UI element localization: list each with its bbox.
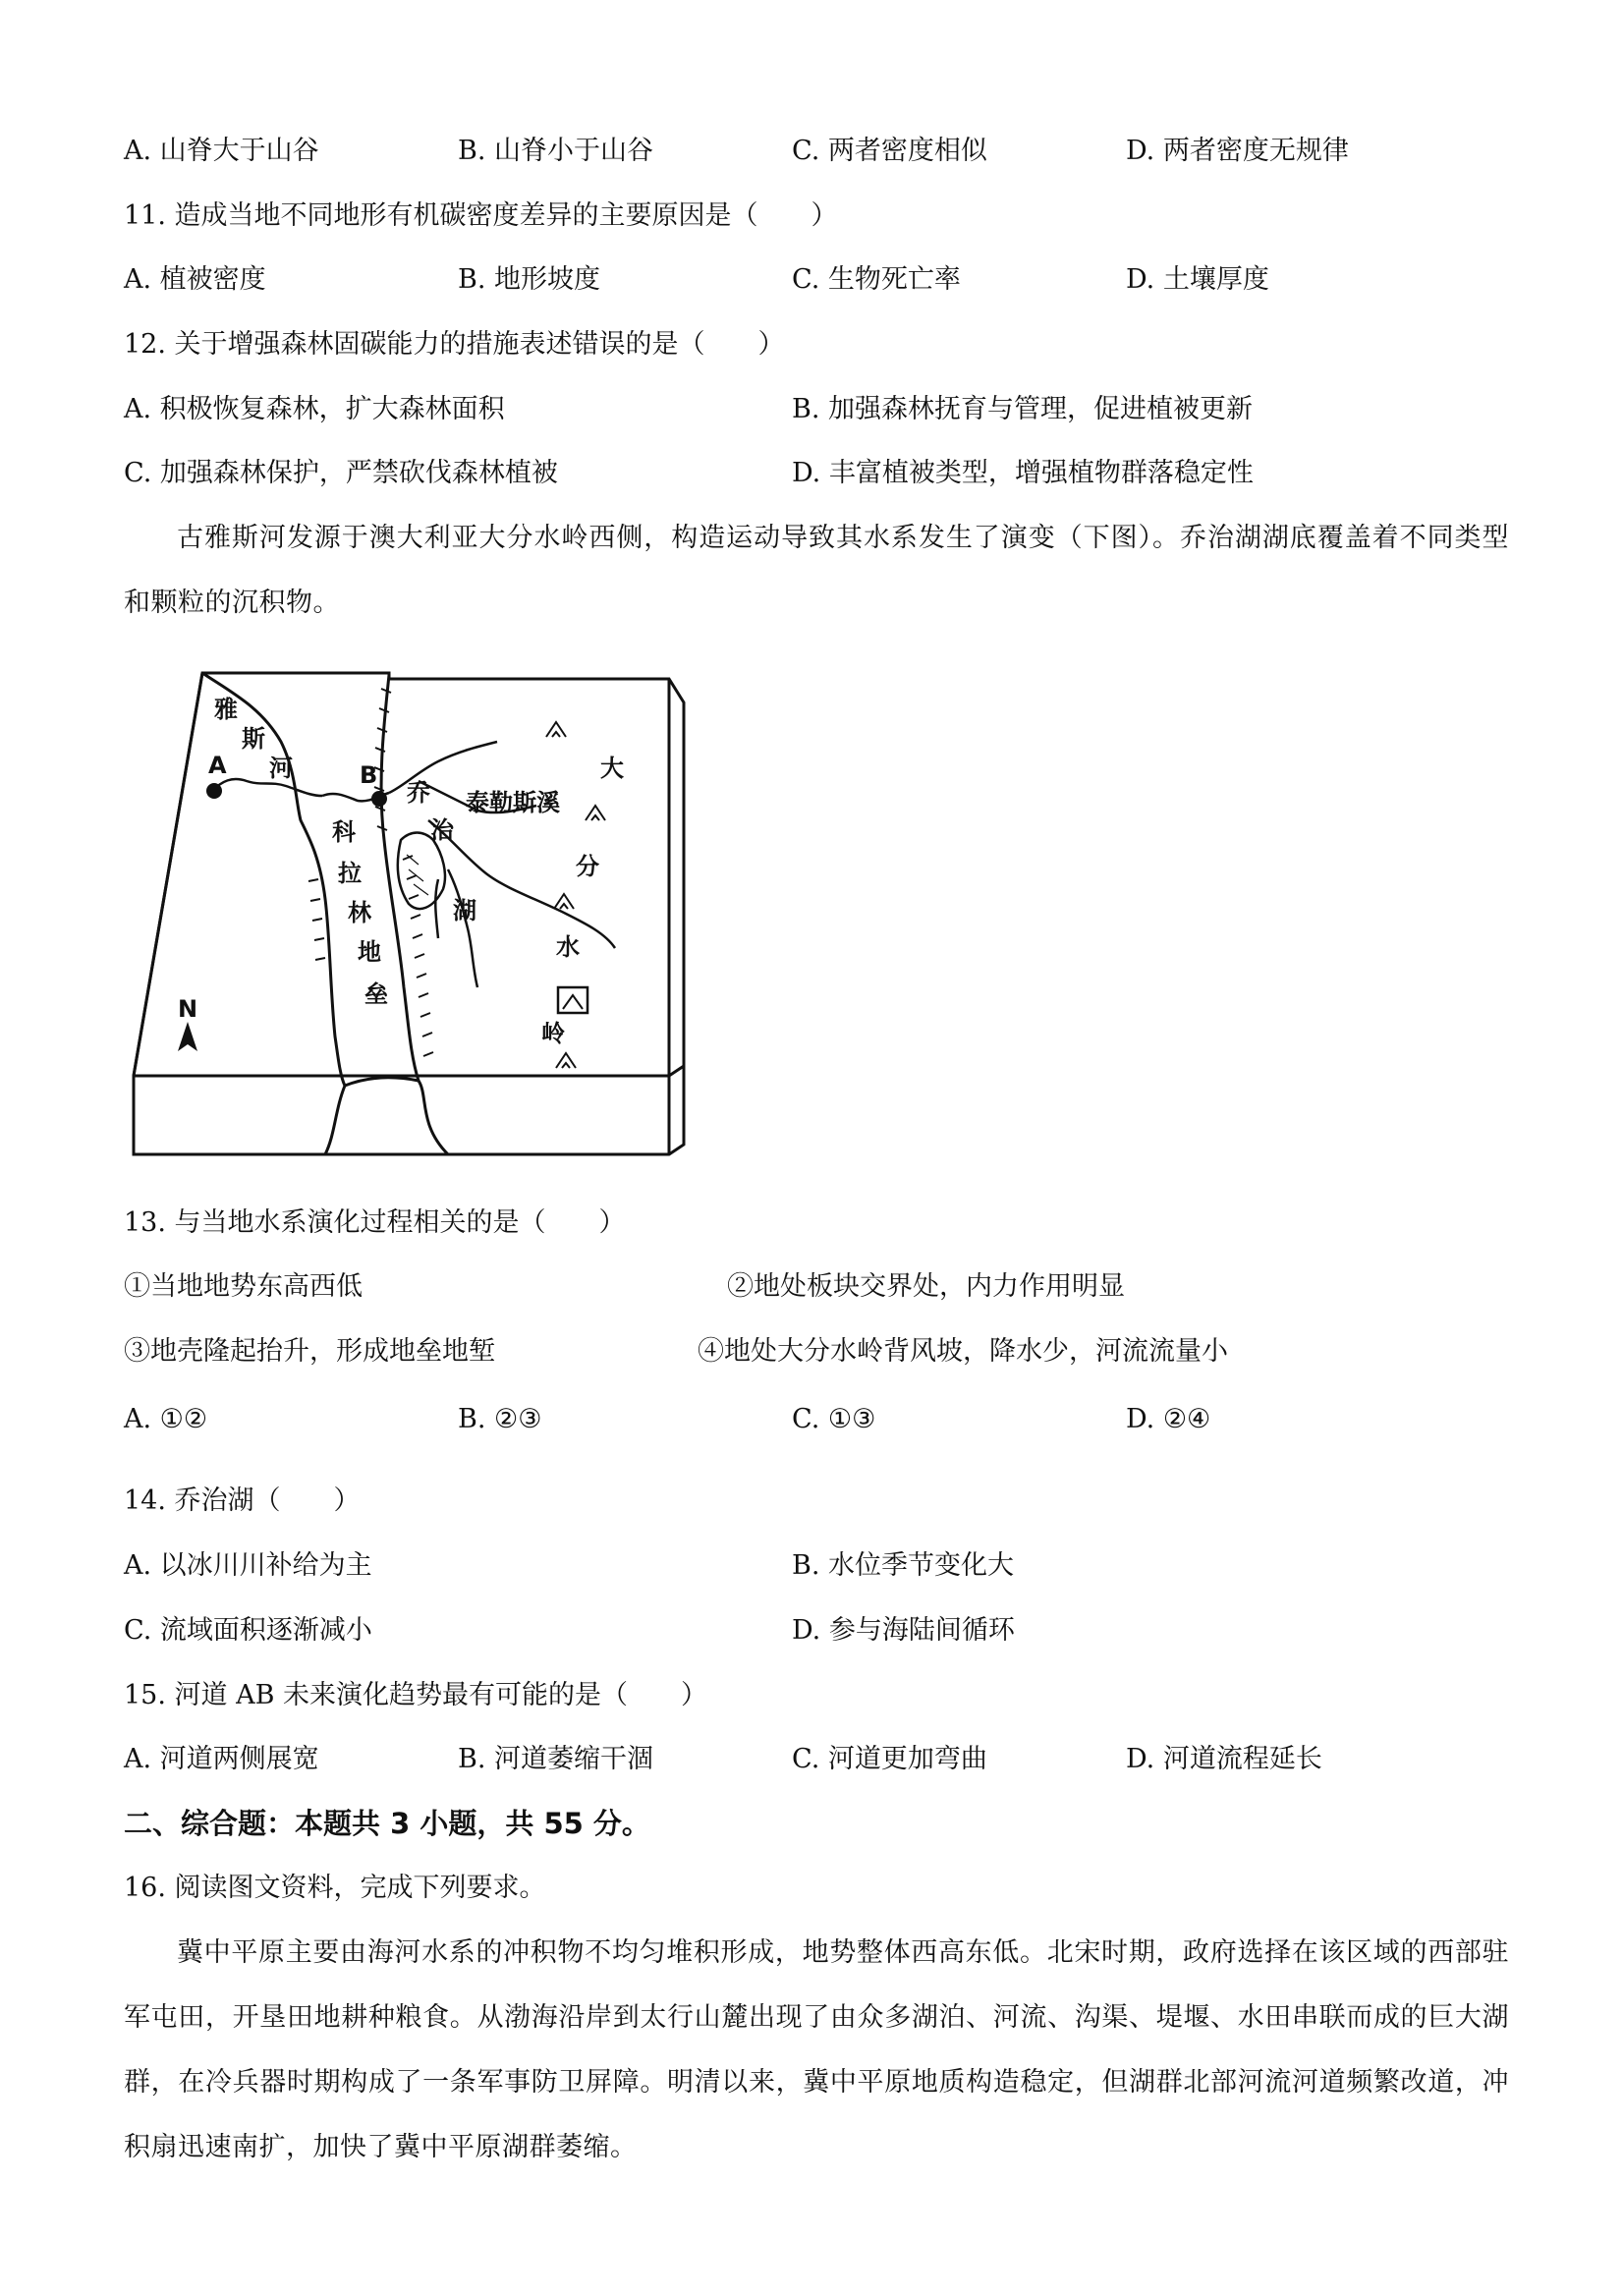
q12-stem: 12. 关于增强森林固碳能力的措施表述错误的是（ ）: [124, 329, 785, 360]
point-a-marker: [206, 783, 222, 799]
map-label-graben-5: 垒: [364, 980, 388, 1008]
map-label-north: N: [178, 995, 198, 1023]
q13-option-b: B. ②③: [458, 1404, 542, 1434]
q11-option-d: D. 土壤厚度: [1126, 264, 1269, 295]
q10-option-b: B. 山脊小于山谷: [458, 136, 654, 166]
q14-option-d: D. 参与海陆间循环: [792, 1615, 1015, 1646]
q15-option-d: D. 河道流程延长: [1126, 1744, 1322, 1774]
q13-option-d: D. ②④: [1126, 1404, 1211, 1434]
q14-stem: 14. 乔治湖（ ）: [124, 1485, 361, 1516]
point-b-marker: [371, 791, 387, 807]
lake-outline: [398, 833, 445, 910]
north-arrow-icon: [178, 1022, 197, 1051]
q15-option-c: C. 河道更加弯曲: [792, 1744, 987, 1774]
map-label-graben-1: 科: [332, 818, 356, 846]
q15-option-b: B. 河道萎缩干涸: [458, 1744, 654, 1774]
map-label-river-2: 斯: [242, 725, 265, 753]
map-label-range-2: 分: [576, 853, 599, 880]
boxed-mountain-symbol: [558, 987, 588, 1013]
fault-lines: [202, 673, 448, 1154]
q10-option-a: A. 山脊大于山谷: [124, 136, 319, 166]
q16-passage: 冀中平原主要由海河水系的冲积物不均匀堆积形成，地势整体西高东低。北宋时期，政府选择在该区域的西部驻军屯田，开垦田地耕种粮食。从渤海沿岸到太行山麓出现了由众多湖泊、河流、沟渠、堤堰、水田串联而成的巨大湖群，在冷兵器时期构成了一条军事防卫屏障。明清以来，冀中平原地质构造稳定，但湖群北部河流河道频繁改道，冲积扇迅速南扩，加快了冀中平原湖群萎缩。: [124, 1937, 1509, 2162]
lake-shading: [407, 855, 428, 895]
q13-statement-3: ③地壳隆起抬升，形成地垒地堑: [124, 1336, 495, 1367]
q12-option-d: D. 丰富植被类型，增强植物群落稳定性: [792, 458, 1254, 488]
q15-option-a: A. 河道两侧展宽: [124, 1744, 319, 1774]
map-label-graben-4: 地: [358, 938, 381, 966]
map-label-point-b: B: [360, 761, 378, 789]
map-label-range-1: 大: [600, 755, 624, 782]
q11-option-c: C. 生物死亡率: [792, 264, 961, 295]
map-label-range-4: 岭: [541, 1020, 565, 1047]
map-label-lake-2: 治: [430, 816, 454, 844]
q11-option-a: A. 植被密度: [124, 264, 266, 295]
river-system-map: [124, 663, 694, 1174]
map-label-river-1: 雅: [214, 696, 238, 723]
map-label-point-a: A: [208, 752, 227, 779]
intro-paragraph: 古雅斯河发源于澳大利亚大分水岭西侧，构造运动导致其水系发生了演变（下图）。乔治湖湖底覆盖着不同类型和颗粒的沉积物。: [124, 523, 1509, 618]
q13-option-a: A. ①②: [124, 1404, 208, 1434]
q13-statement-4: ④地处大分水岭背风坡，降水少，河流流量小: [698, 1336, 1228, 1367]
map-label-creek: 泰勒斯溪: [466, 789, 560, 816]
q11-option-b: B. 地形坡度: [458, 264, 601, 295]
q16-stem: 16. 阅读图文资料，完成下列要求。: [124, 1873, 546, 1903]
q14-option-a: A. 以冰川川补给为主: [124, 1550, 372, 1581]
q13-statement-2: ②地处板块交界处，内力作用明显: [727, 1271, 1125, 1302]
map-label-range-3: 水: [556, 933, 580, 961]
block-outline: [134, 673, 684, 1154]
map-label-graben-3: 林: [348, 899, 371, 926]
q13-statement-1: ①当地地势东高西低: [124, 1271, 363, 1302]
q13-option-c: C. ①③: [792, 1404, 876, 1434]
q10-option-c: C. 两者密度相似: [792, 136, 987, 166]
q12-option-a: A. 积极恢复森林，扩大森林面积: [124, 394, 505, 424]
map-label-lake-3: 湖: [453, 897, 476, 924]
q14-option-c: C. 流域面积逐渐减小: [124, 1615, 372, 1646]
map-label-lake-1: 乔: [407, 779, 430, 807]
map-label-river-3: 河: [269, 755, 293, 782]
map-label-graben-2: 拉: [338, 860, 362, 887]
q14-option-b: B. 水位季节变化大: [792, 1550, 1015, 1581]
q10-option-d: D. 两者密度无规律: [1126, 136, 1349, 166]
mountain-symbols: [546, 722, 605, 1068]
section-2-heading: 二、综合题：本题共 3 小题，共 55 分。: [124, 1807, 650, 1840]
q13-stem: 13. 与当地水系演化过程相关的是（ ）: [124, 1207, 626, 1238]
q12-option-b: B. 加强森林抚育与管理，促进植被更新: [792, 394, 1254, 424]
q11-stem: 11. 造成当地不同地形有机碳密度差异的主要原因是（ ）: [124, 200, 838, 231]
q15-stem: 15. 河道 AB 未来演化趋势最有可能的是（ ）: [124, 1680, 708, 1710]
q12-option-c: C. 加强森林保护，严禁砍伐森林植被: [124, 458, 558, 488]
